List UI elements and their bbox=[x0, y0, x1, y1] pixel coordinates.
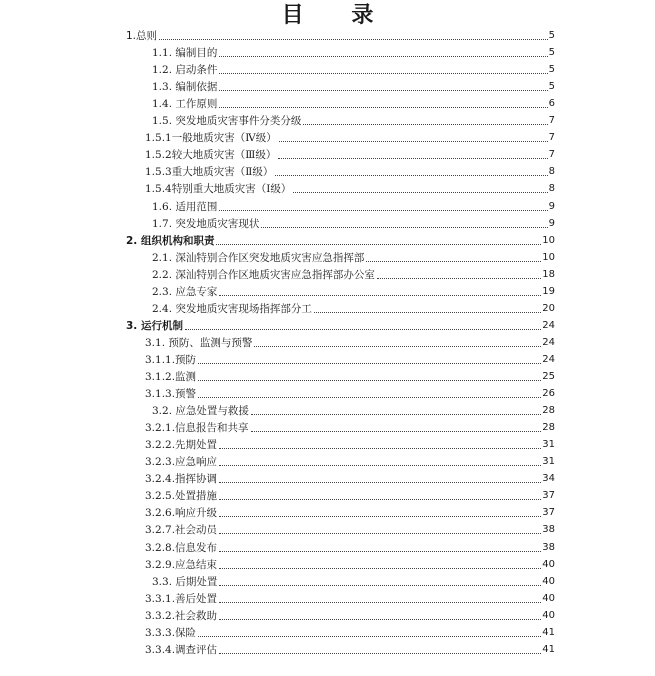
toc-entry-label: 2.1. 深汕特别合作区突发地质灾害应急指挥部 bbox=[152, 251, 365, 264]
toc-entry[interactable] bbox=[145, 353, 555, 367]
toc-entry-label: 3.2.5.处置措施 bbox=[145, 490, 218, 503]
dot-leader bbox=[261, 227, 547, 228]
toc-entry-page-number: 40 bbox=[542, 592, 555, 604]
dot-leader bbox=[219, 295, 541, 296]
toc-entry-label: 3.2.4.指挥协调 bbox=[145, 473, 218, 486]
toc-entry[interactable] bbox=[126, 319, 555, 333]
toc-entry-label: 3.3.2.社会救助 bbox=[145, 609, 218, 622]
toc-entry-label: 1.总则 bbox=[126, 30, 158, 42]
toc-entry-page-number: 28 bbox=[542, 405, 555, 417]
toc-entry-page-number: 40 bbox=[542, 575, 555, 587]
toc-entry-page-number: 5 bbox=[548, 30, 555, 41]
page-title: 目 录 bbox=[281, 2, 394, 28]
toc-entry-page-number: 5 bbox=[548, 47, 555, 59]
toc-entry[interactable] bbox=[152, 200, 555, 214]
toc-entry-page-number: 9 bbox=[548, 200, 555, 212]
dot-leader bbox=[216, 244, 541, 245]
toc-entry-label: 2.3. 应急专家 bbox=[152, 285, 218, 298]
toc-entry-label: 1.7. 突发地质灾害现状 bbox=[152, 217, 260, 230]
toc-entry[interactable] bbox=[145, 148, 555, 162]
toc-entry-page-number: 26 bbox=[542, 388, 555, 400]
toc-entry-label: 3.1.2.监测 bbox=[145, 371, 197, 383]
toc-entry-page-number: 5 bbox=[548, 81, 555, 93]
toc-entry-label: 3.2.7.社会动员 bbox=[145, 524, 218, 537]
dot-leader bbox=[219, 73, 547, 74]
toc-entry-page-number: 37 bbox=[542, 507, 555, 519]
dot-leader bbox=[219, 210, 547, 211]
toc-entry[interactable] bbox=[152, 63, 555, 77]
toc-entry-label: 1.5.1一般地质灾害（Ⅳ级） bbox=[145, 132, 277, 145]
dot-leader bbox=[219, 568, 541, 569]
dot-leader bbox=[219, 499, 541, 500]
toc-entry-page-number: 8 bbox=[548, 183, 555, 195]
toc-entry[interactable] bbox=[145, 506, 555, 520]
toc-entry-page-number: 31 bbox=[542, 439, 555, 451]
dot-leader bbox=[251, 414, 541, 415]
dot-leader bbox=[219, 619, 541, 620]
toc-entry[interactable] bbox=[145, 336, 555, 350]
dot-leader bbox=[219, 107, 547, 108]
toc-entry[interactable] bbox=[145, 182, 555, 196]
toc-entry-label: 3.2.9.应急结束 bbox=[145, 558, 218, 571]
toc-entry-label: 1.5. 突发地质灾害事件分类分级 bbox=[152, 115, 302, 128]
toc-entry-page-number: 10 bbox=[542, 251, 555, 263]
dot-leader bbox=[278, 158, 547, 159]
toc-entry-page-number: 18 bbox=[542, 268, 555, 280]
toc-entry-page-number: 41 bbox=[542, 626, 555, 638]
toc-entry[interactable] bbox=[152, 46, 555, 60]
toc-entry[interactable] bbox=[145, 541, 555, 555]
toc-entry[interactable] bbox=[145, 131, 555, 145]
toc-entry-label: 2. 组织机构和职责 bbox=[126, 234, 215, 247]
dot-leader bbox=[219, 585, 541, 586]
toc-entry-label: 3.2.2.先期处置 bbox=[145, 439, 218, 452]
dot-leader bbox=[198, 636, 541, 637]
toc-entry[interactable] bbox=[152, 217, 555, 231]
dot-leader bbox=[251, 431, 542, 432]
toc-entry-page-number: 7 bbox=[548, 149, 555, 161]
toc-entry[interactable] bbox=[126, 29, 555, 43]
toc-entry[interactable] bbox=[126, 234, 555, 248]
toc-entry-page-number: 28 bbox=[542, 422, 555, 434]
toc-entry[interactable] bbox=[145, 489, 555, 503]
toc-entry[interactable] bbox=[152, 114, 555, 128]
toc-entry-label: 3.2.3.应急响应 bbox=[145, 456, 218, 469]
dot-leader bbox=[279, 141, 548, 142]
dot-leader bbox=[198, 363, 541, 364]
toc-entry-label: 3.1. 预防、监测与预警 bbox=[145, 336, 253, 349]
dot-leader bbox=[159, 39, 548, 40]
toc-entry[interactable] bbox=[152, 268, 555, 282]
toc-entry[interactable] bbox=[145, 472, 555, 486]
toc-entry-label: 1.5.2较大地质灾害（Ⅲ级） bbox=[145, 149, 277, 162]
toc-entry-label: 3.3.3.保险 bbox=[145, 626, 197, 639]
dot-leader bbox=[219, 90, 547, 91]
toc-entry[interactable] bbox=[145, 370, 555, 384]
toc-entry-label: 1.4. 工作原则 bbox=[152, 98, 218, 111]
toc-entry[interactable] bbox=[145, 609, 555, 623]
toc-entry-label: 3.2.8.信息发布 bbox=[145, 541, 218, 554]
dot-leader bbox=[219, 602, 541, 603]
toc-entry-page-number: 19 bbox=[542, 285, 555, 297]
toc-entry-page-number: 7 bbox=[548, 132, 555, 144]
toc-entry[interactable] bbox=[145, 558, 555, 572]
toc-entry-label: 1.3. 编制依据 bbox=[152, 81, 218, 94]
toc-entry-page-number: 24 bbox=[542, 319, 555, 331]
toc-entry-label: 3.3. 后期处置 bbox=[152, 575, 218, 588]
toc-entry-label: 3.3.4.调查评估 bbox=[145, 643, 218, 656]
toc-entry-label: 1.1. 编制目的 bbox=[152, 47, 218, 60]
toc-entry-label: 3.3.1.善后处置 bbox=[145, 592, 218, 605]
toc-entry-page-number: 9 bbox=[548, 217, 555, 229]
dot-leader bbox=[219, 56, 547, 57]
toc-entry[interactable] bbox=[145, 455, 555, 469]
dot-leader bbox=[366, 261, 541, 262]
dot-leader bbox=[254, 346, 541, 347]
dot-leader bbox=[198, 397, 541, 398]
dot-leader bbox=[185, 329, 541, 330]
dot-leader bbox=[219, 465, 541, 466]
toc-entry-page-number: 10 bbox=[542, 234, 555, 246]
toc-entry-label: 3. 运行机制 bbox=[126, 319, 183, 332]
toc-entry-label: 3.1.1.预防 bbox=[145, 353, 197, 366]
toc-entry-page-number: 24 bbox=[542, 353, 555, 365]
dot-leader bbox=[198, 380, 541, 381]
toc-entry[interactable] bbox=[145, 421, 555, 435]
toc-entry-page-number: 25 bbox=[542, 371, 555, 382]
dot-leader bbox=[293, 192, 547, 193]
toc-entry[interactable] bbox=[145, 626, 555, 640]
toc-entry-page-number: 5 bbox=[548, 64, 555, 76]
toc-entry-page-number: 31 bbox=[542, 456, 555, 468]
dot-leader bbox=[377, 278, 541, 279]
toc-entry-page-number: 34 bbox=[542, 473, 555, 485]
dot-leader bbox=[219, 533, 541, 534]
toc-entry-page-number: 7 bbox=[548, 115, 555, 127]
dot-leader bbox=[219, 516, 541, 517]
toc-entry-page-number: 40 bbox=[542, 609, 555, 621]
toc-entry-page-number: 40 bbox=[542, 558, 555, 570]
toc-entry-label: 1.6. 适用范围 bbox=[152, 200, 218, 213]
toc-entry-label: 3.1.3.预警 bbox=[145, 388, 197, 401]
toc-entry-page-number: 41 bbox=[542, 643, 555, 655]
dot-leader bbox=[219, 653, 541, 654]
toc-entry[interactable] bbox=[152, 97, 555, 111]
toc-entry[interactable] bbox=[152, 80, 555, 94]
toc-entry-page-number: 24 bbox=[542, 336, 555, 348]
toc-entry-label: 3.2.1.信息报告和共享 bbox=[145, 422, 249, 435]
toc-entry-label: 1.5.3重大地质灾害（Ⅱ级） bbox=[145, 166, 274, 179]
toc-entry-page-number: 6 bbox=[548, 98, 555, 110]
dot-leader bbox=[314, 312, 541, 313]
dot-leader bbox=[275, 175, 547, 176]
dot-leader bbox=[219, 448, 541, 449]
toc-entry-label: 3.2. 应急处置与救援 bbox=[152, 405, 249, 418]
dot-leader bbox=[219, 482, 541, 483]
toc-entry-page-number: 38 bbox=[542, 524, 555, 536]
toc-entry[interactable] bbox=[145, 592, 555, 606]
toc-entry-label: 1.5.4特别重大地质灾害（Ⅰ级） bbox=[145, 183, 292, 196]
toc-entry-page-number: 20 bbox=[542, 302, 555, 314]
toc-entry[interactable] bbox=[152, 575, 555, 589]
toc-entry[interactable] bbox=[145, 523, 555, 537]
toc-entry-label: 2.2. 深汕特别合作区地质灾害应急指挥部办公室 bbox=[152, 268, 375, 281]
dot-leader bbox=[303, 124, 547, 125]
toc-entry[interactable] bbox=[152, 404, 555, 418]
toc-entry[interactable] bbox=[152, 251, 555, 265]
toc-entry-label: 2.4. 突发地质灾害现场指挥部分工 bbox=[152, 302, 312, 315]
toc-entry-page-number: 38 bbox=[542, 541, 555, 553]
toc-entry[interactable] bbox=[152, 302, 555, 316]
toc-entry-label: 1.2. 启动条件 bbox=[152, 64, 218, 77]
dot-leader bbox=[219, 551, 541, 552]
toc-entry[interactable] bbox=[145, 643, 555, 657]
toc-entry[interactable] bbox=[145, 387, 555, 401]
toc-entry[interactable] bbox=[145, 438, 555, 452]
toc-entry[interactable] bbox=[152, 285, 555, 299]
toc-entry[interactable] bbox=[145, 165, 555, 179]
toc-entry-label: 3.2.6.响应升级 bbox=[145, 507, 218, 520]
toc-entry-page-number: 37 bbox=[542, 490, 555, 502]
toc-entry-page-number: 8 bbox=[548, 166, 555, 178]
